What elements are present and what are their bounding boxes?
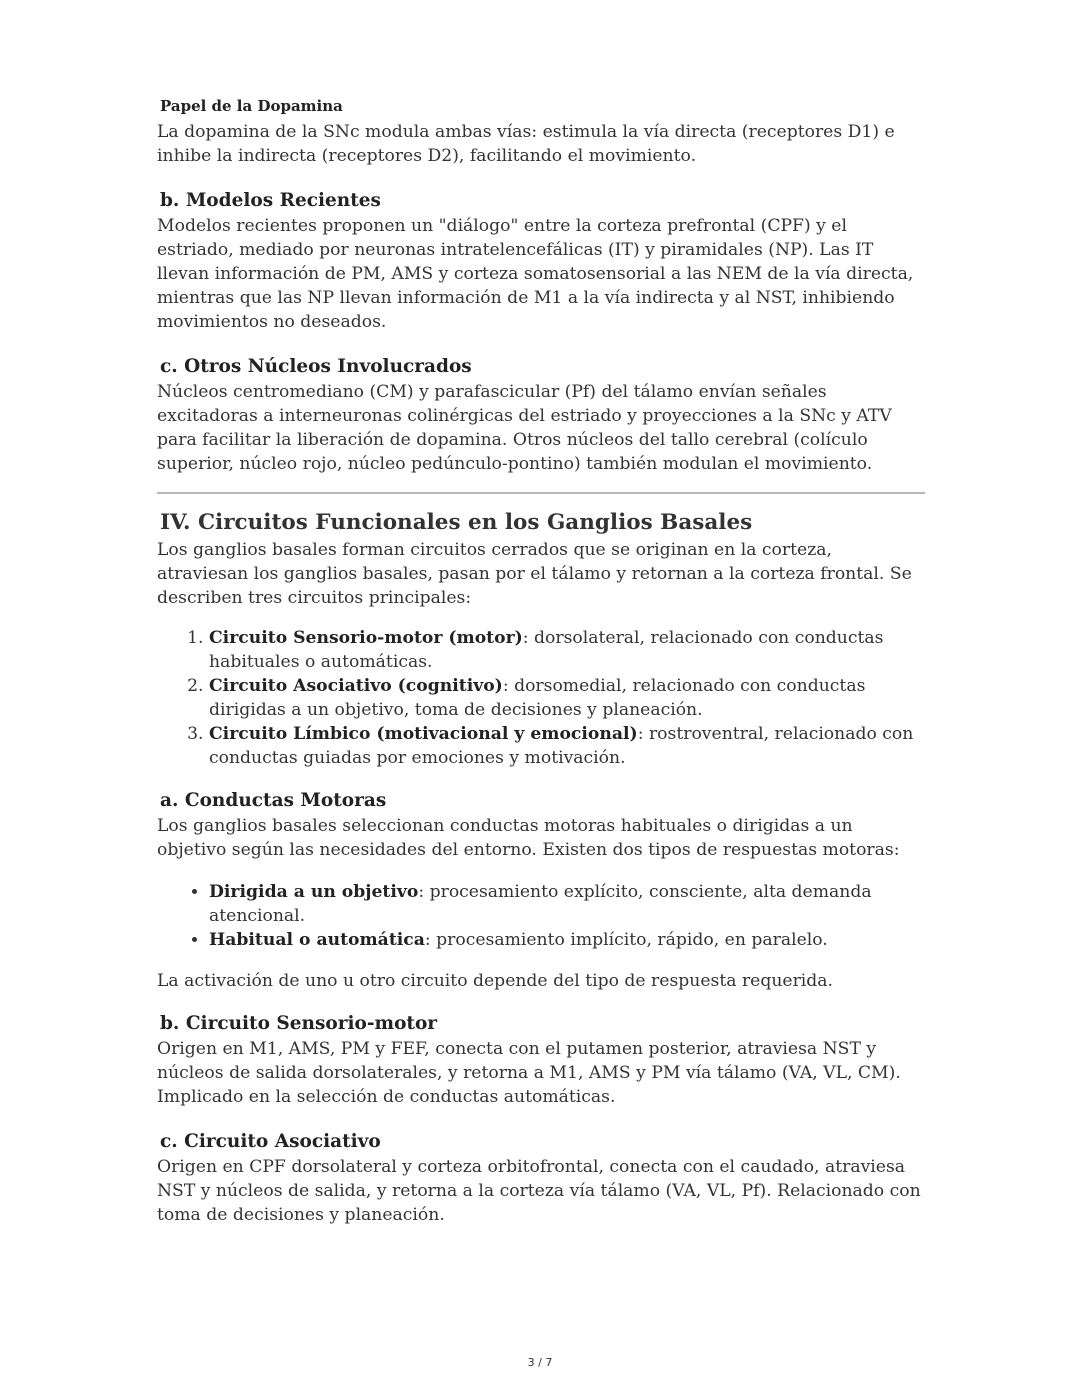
list-item-term: Habitual o automática — [209, 930, 425, 950]
paragraph-circuitos-intro: Los ganglios basales forman circuitos cerrados que se originan en la corteza, atraviesan los ganglios basales, pasan por el tálamo y retornan a la corteza frontal. Se describen tres circuitos principales: — [157, 540, 912, 608]
circuits-list — [157, 626, 925, 770]
list-item-term: Circuito Asociativo (cognitivo) — [209, 676, 503, 696]
heading-circuitos-funcionales: IV. Circuitos Funcionales en los Ganglios Basales — [160, 510, 753, 535]
page-indicator: 3 / 7 — [527, 1356, 553, 1369]
heading-otros-nucleos: c. Otros Núcleos Involucrados — [160, 356, 472, 377]
list-item — [209, 880, 925, 928]
paragraph-conductas-motoras: Los ganglios basales seleccionan conductas motoras habituales o dirigidas a un objetivo según las necesidades del entorno. Existen dos tipos de respuestas motoras: — [157, 816, 900, 860]
list-item-term: Dirigida a un objetivo — [209, 882, 419, 902]
paragraph-modelos-recientes: Modelos recientes proponen un "diálogo" entre la corteza prefrontal (CPF) y el estriado, mediado por neuronas intratelencefálicas (IT) y piramidales (NP). Las IT llevan información de PM, AMS y corteza somatosensorial a las NEM de la vía directa, mientras que las NP llevan información de M1 a la vía indirecta y al NST, inhibiendo movimientos no deseados. — [157, 216, 914, 332]
list-item — [209, 626, 925, 674]
document-page — [157, 96, 925, 1227]
paragraph-circuito-sensoriomotor: Origen en M1, AMS, PM y FEF, conecta con el putamen posterior, atraviesa NST y núcleos de salida dorsolaterales, y retorna a M1, AMS y PM vía tálamo (VA, VL, CM). Implicado en la selección de conductas automáticas. — [157, 1039, 901, 1107]
paragraph-dopamina: La dopamina de la SNc modula ambas vías: estimula la vía directa (receptores D1) e inhibe la indirecta (receptores D2), facilitando el movimiento. — [157, 122, 895, 166]
heading-modelos-recientes: b. Modelos Recientes — [160, 190, 381, 211]
heading-circuito-sensoriomotor: b. Circuito Sensorio-motor — [160, 1013, 438, 1034]
list-item-description: : procesamiento explícito, consciente, alta demanda atencional. — [209, 882, 872, 926]
paragraph-otros-nucleos: Núcleos centromediano (CM) y parafascicular (Pf) del tálamo envían señales excitadoras a interneuronas colinérgicas del estriado y proyecciones a la SNc y ATV para facilitar la liberación de dopamina. Otros núcleos del tallo cerebral (colículo superior, núcleo rojo, núcleo pedúnculo-pontino) también modulan el movimiento. — [157, 382, 892, 474]
heading-circuito-asociativo: c. Circuito Asociativo — [160, 1131, 381, 1152]
heading-conductas-motoras: a. Conductas Motoras — [160, 790, 387, 811]
list-item-description: : dorsolateral, relacionado con conductas habituales o automáticas. — [209, 628, 884, 672]
section-divider — [157, 492, 925, 494]
list-item-term: Circuito Límbico (motivacional y emocional) — [209, 724, 638, 744]
list-item — [209, 928, 925, 952]
paragraph-conductas-closing: La activación de uno u otro circuito depende del tipo de respuesta requerida. — [157, 971, 834, 991]
list-item-term: Circuito Sensorio-motor (motor) — [209, 628, 523, 648]
list-item-description: : rostroventral, relacionado con conductas guiadas por emociones y motivación. — [209, 724, 914, 768]
heading-papel-dopamina: Papel de la Dopamina — [160, 97, 343, 115]
list-item — [209, 722, 925, 770]
response-types-list — [157, 880, 925, 952]
list-item-description: : dorsomedial, relacionado con conductas dirigidas a un objetivo, toma de decisiones y planeación. — [209, 676, 866, 720]
list-item-description: : procesamiento implícito, rápido, en paralelo. — [424, 930, 828, 950]
paragraph-circuito-asociativo: Origen en CPF dorsolateral y corteza orbitofrontal, conecta con el caudado, atraviesa NST y núcleos de salida, y retorna a la corteza vía tálamo (VA, VL, Pf). Relacionado con toma de decisiones y planeación. — [157, 1157, 921, 1225]
list-item — [209, 674, 925, 722]
